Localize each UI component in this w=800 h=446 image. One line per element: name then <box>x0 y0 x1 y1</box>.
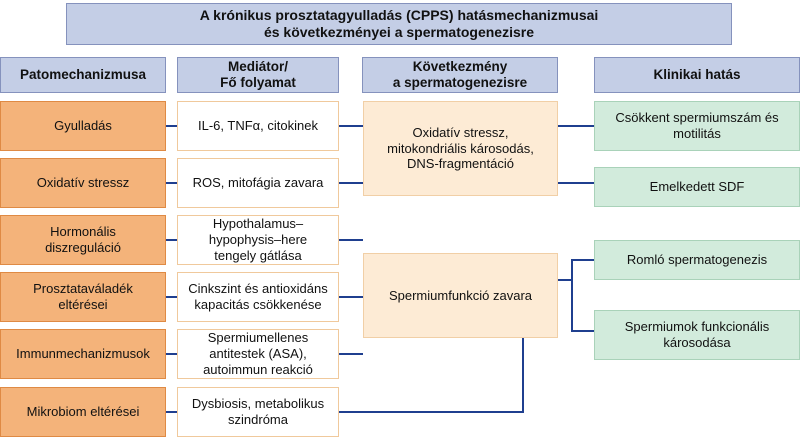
mechanism-box: Hormonális diszreguláció <box>0 215 166 265</box>
diagram-title: A krónikus prosztatagyulladás (CPPS) hatásmechanizmusai és következményei a spermatogenezisre <box>66 3 732 45</box>
mediator-box: Spermiumellenes antitestek (ASA), autoimmun reakció <box>177 329 339 379</box>
mechanism-box: Oxidatív stressz <box>0 158 166 208</box>
clinical-box: Emelkedett SDF <box>594 167 800 207</box>
header-consequence: Következmény a spermatogenezisre <box>362 57 558 93</box>
mediator-box: Dysbiosis, metabolikus szindróma <box>177 387 339 437</box>
mechanism-box: Mikrobiom eltérései <box>0 387 166 437</box>
mediator-box: ROS, mitofágia zavara <box>177 158 339 208</box>
mechanism-box: Gyulladás <box>0 101 166 151</box>
header-clinical-effect: Klinikai hatás <box>594 57 800 93</box>
consequence-box-sperm-function: Spermiumfunkció zavara <box>363 253 558 338</box>
clinical-box: Romló spermatogenezis <box>594 240 800 280</box>
connector-line <box>558 260 594 280</box>
mechanism-box: Immunmechanizmusok <box>0 329 166 379</box>
clinical-box: Spermiumok funkcionális károsodása <box>594 310 800 360</box>
header-pathomechanism: Patomechanizmusa <box>0 57 166 93</box>
header-mediator: Mediátor/ Fő folyamat <box>177 57 339 93</box>
mediator-box: Hypothalamus– hypophysis–here tengely gátlása <box>177 215 339 265</box>
mediator-box: Cinkszint és antioxidáns kapacitás csökkenése <box>177 272 339 322</box>
connector-line <box>339 338 523 412</box>
connector-line <box>572 280 594 331</box>
clinical-box: Csökkent spermiumszám és motilitás <box>594 101 800 151</box>
consequence-box-oxidative: Oxidatív stressz, mitokondriális károsodás, DNS-fragmentáció <box>363 101 558 196</box>
mediator-box: IL-6, TNFα, citokinek <box>177 101 339 151</box>
mechanism-box: Prosztataváladék eltérései <box>0 272 166 322</box>
